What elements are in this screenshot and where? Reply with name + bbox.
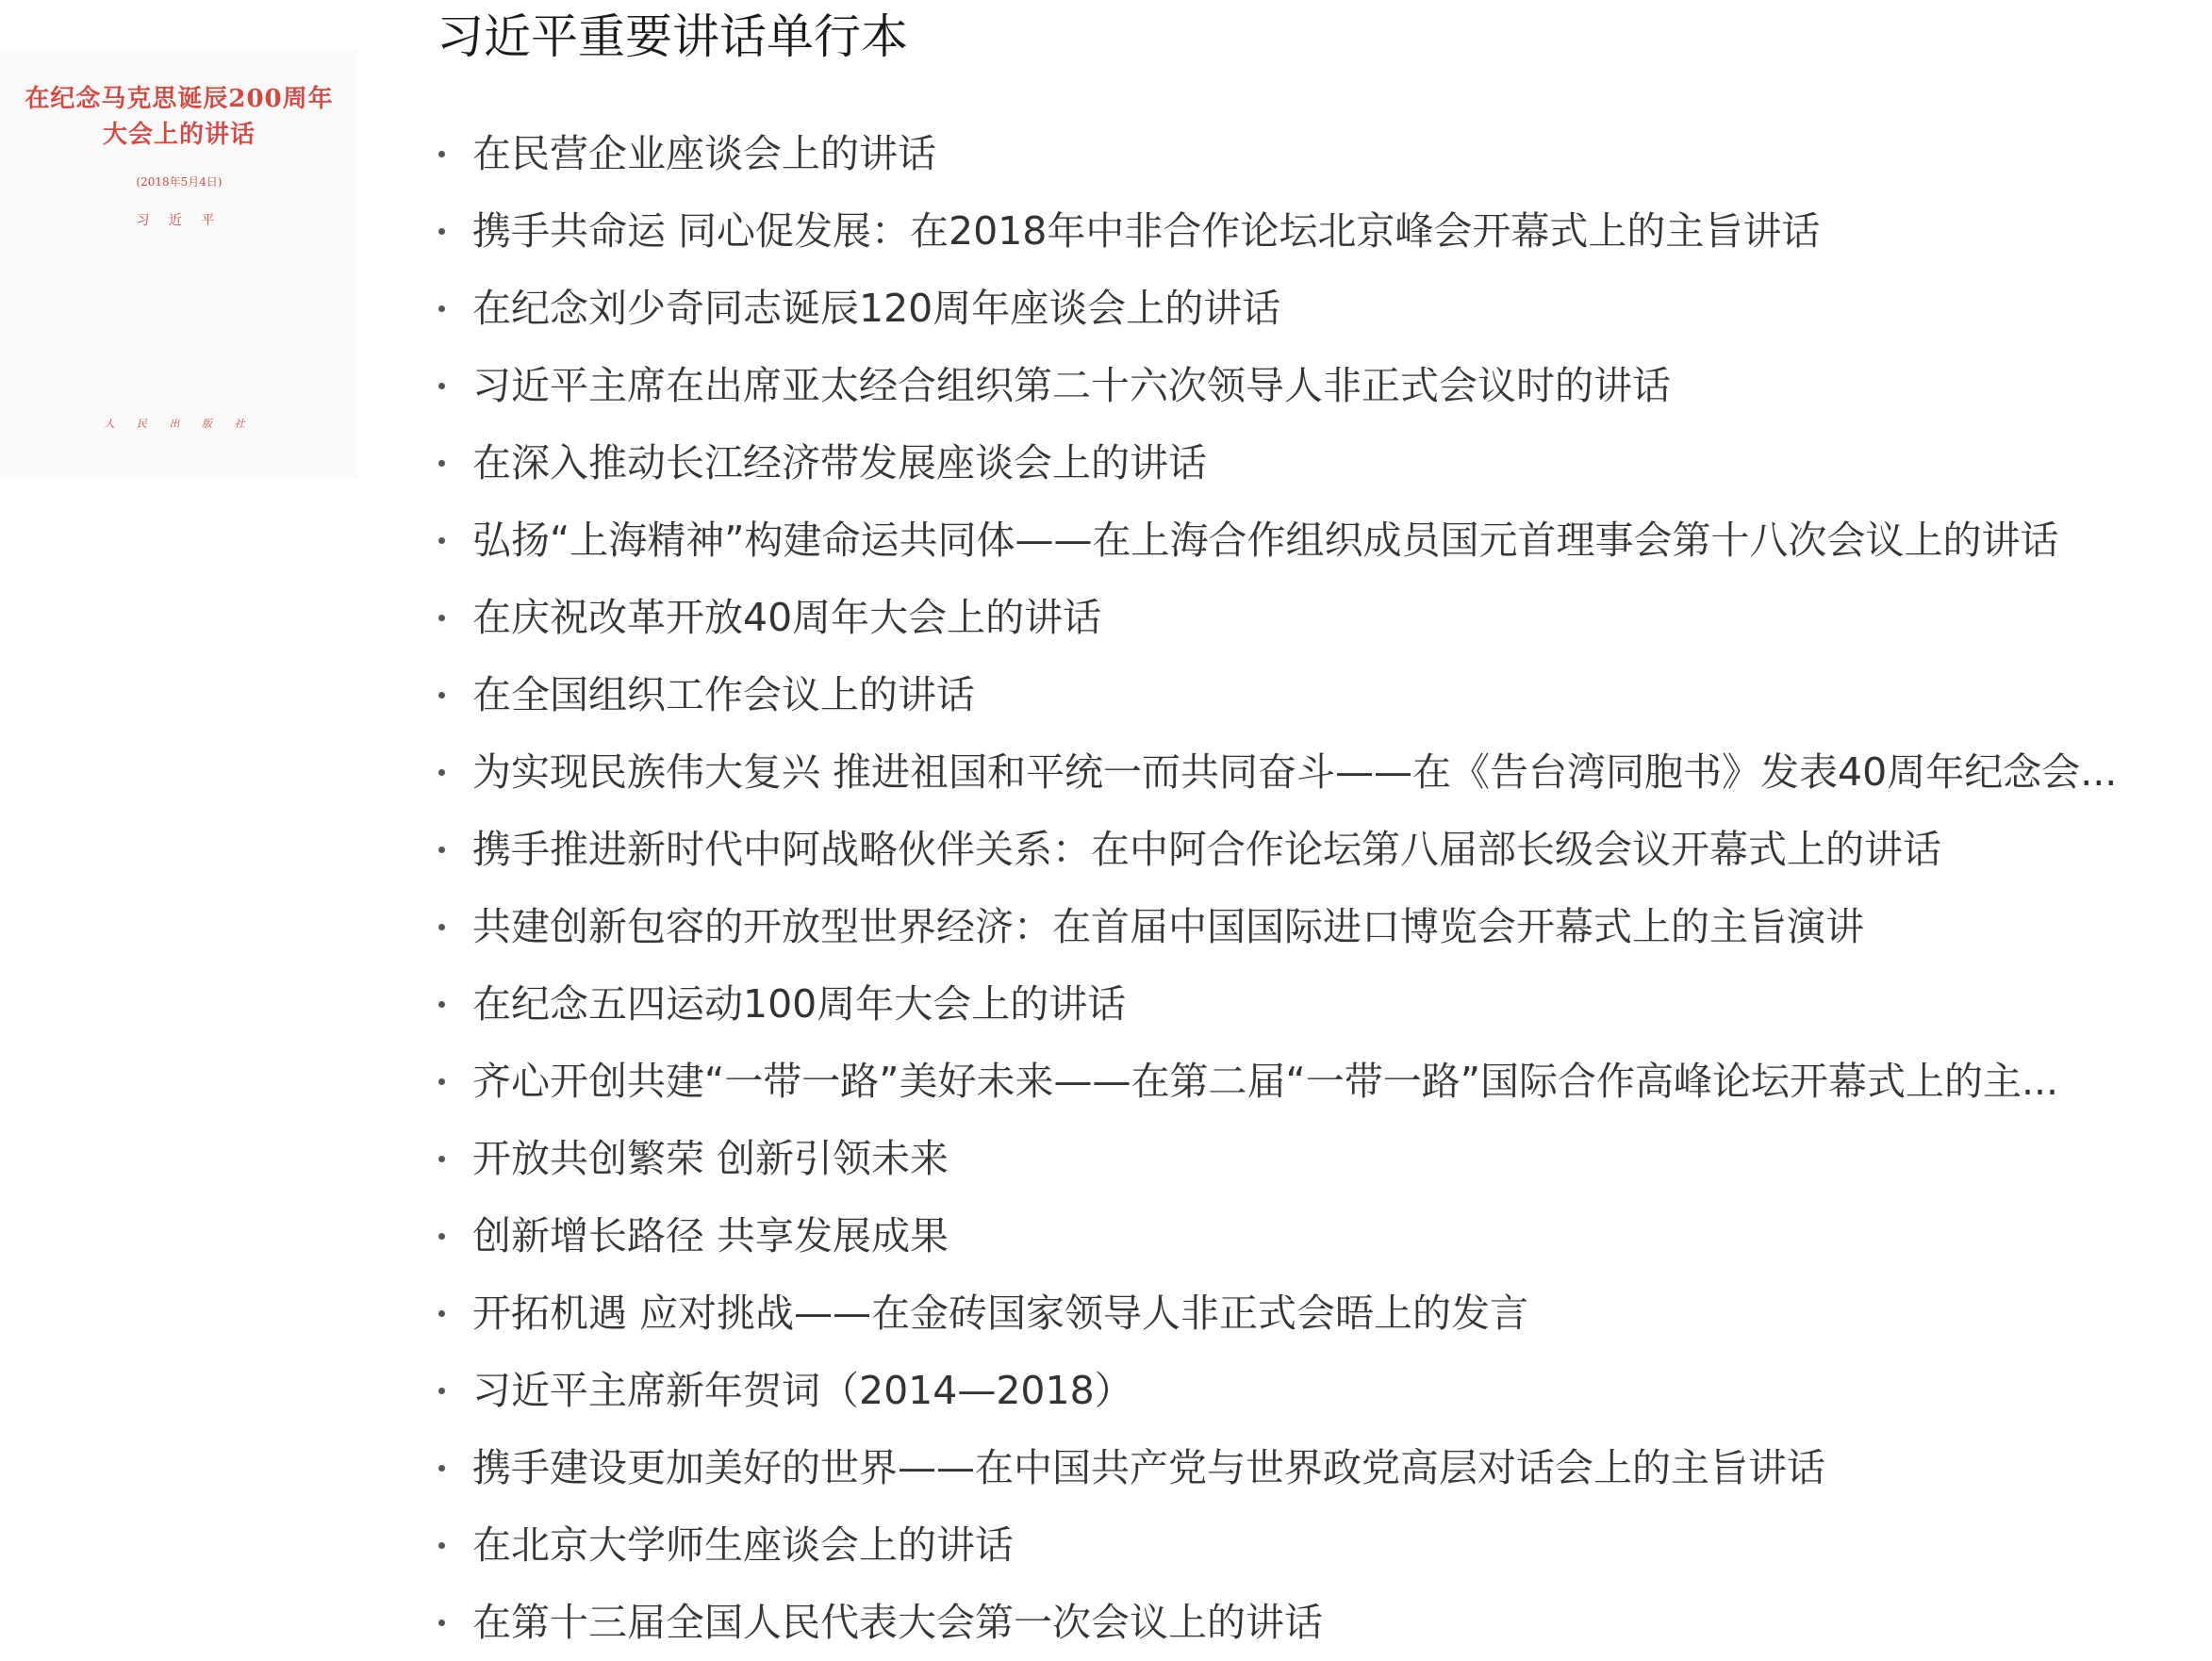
speech-link[interactable]: 开放共创繁荣 创新引领未来 xyxy=(437,1120,2134,1197)
speech-link[interactable]: 弘扬“上海精神”构建命运共同体——在上海合作组织成员国元首理事会第十八次会议上的讲话 xyxy=(437,502,2134,579)
speech-link[interactable]: 齐心开创共建“一带一路”美好未来——在第二届“一带一路”国际合作高峰论坛开幕式上的主... xyxy=(437,1043,2134,1120)
cover-author: 习 近 平 xyxy=(136,213,223,228)
speech-link[interactable]: 携手建设更加美好的世界——在中国共产党与世界政党高层对话会上的主旨讲话 xyxy=(437,1429,2134,1506)
speech-link[interactable]: 开拓机遇 应对挑战——在金砖国家领导人非正式会晤上的发言 xyxy=(437,1275,2134,1352)
speech-link[interactable]: 携手共命运 同心促发展：在2018年中非合作论坛北京峰会开幕式上的主旨讲话 xyxy=(437,192,2134,270)
cover-date: (2018年5月4日) xyxy=(136,175,223,189)
cover-title-line2: 大会上的讲话 xyxy=(102,121,256,149)
speech-list xyxy=(437,115,2134,1661)
speech-link[interactable]: 为实现民族伟大复兴 推进祖国和平统一而共同奋斗——在《告台湾同胞书》发表40周年纪念会... xyxy=(437,733,2134,811)
speech-link[interactable]: 在民营企业座谈会上的讲话 xyxy=(437,115,2134,192)
cover-title xyxy=(0,81,358,153)
speech-link[interactable]: 习近平主席新年贺词（2014—2018） xyxy=(437,1352,2134,1429)
speech-link[interactable]: 在庆祝改革开放40周年大会上的讲话 xyxy=(437,579,2134,656)
speech-link[interactable]: 创新增长路径 共享发展成果 xyxy=(437,1197,2134,1275)
speech-link[interactable]: 在全国组织工作会议上的讲话 xyxy=(437,656,2134,733)
book-cover-image[interactable] xyxy=(0,49,358,478)
speech-link[interactable]: 在北京大学师生座谈会上的讲话 xyxy=(437,1506,2134,1584)
cover-title-line1: 在纪念马克思诞辰200周年 xyxy=(25,85,334,113)
speech-link[interactable]: 在纪念五四运动100周年大会上的讲话 xyxy=(437,965,2134,1043)
cover-publisher: 人 民 出 版 社 xyxy=(104,418,255,430)
speech-link[interactable]: 携手推进新时代中阿战略伙伴关系：在中阿合作论坛第八届部长级会议开幕式上的讲话 xyxy=(437,811,2134,888)
speech-link[interactable]: 在第十三届全国人民代表大会第一次会议上的讲话 xyxy=(437,1584,2134,1661)
speech-link[interactable]: 在纪念刘少奇同志诞辰120周年座谈会上的讲话 xyxy=(437,270,2134,347)
speech-link[interactable]: 在深入推动长江经济带发展座谈会上的讲话 xyxy=(437,424,2134,502)
speech-link[interactable]: 共建创新包容的开放型世界经济：在首届中国国际进口博览会开幕式上的主旨演讲 xyxy=(437,888,2134,965)
speech-link[interactable]: 习近平主席在出席亚太经合组织第二十六次领导人非正式会议时的讲话 xyxy=(437,347,2134,424)
page-title: 习近平重要讲话单行本 xyxy=(437,9,908,64)
